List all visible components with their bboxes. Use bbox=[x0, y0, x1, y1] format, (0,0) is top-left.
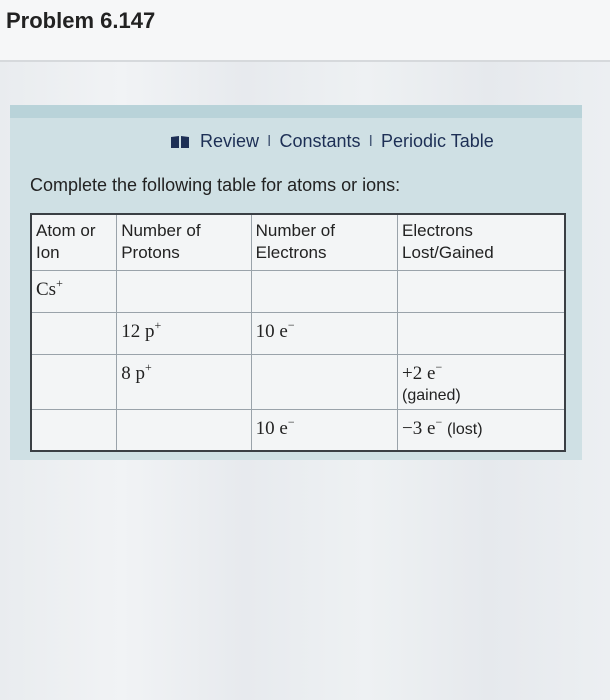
problem-header bbox=[0, 0, 610, 62]
link-separator: I bbox=[267, 132, 272, 150]
change-note: (gained) bbox=[402, 386, 461, 404]
periodic-table-link[interactable]: Periodic Table bbox=[380, 131, 494, 151]
header-protons: Number of Protons bbox=[117, 214, 251, 270]
cell-electrons: 10 e− bbox=[251, 409, 397, 451]
instructions-text: Complete the following table for atoms or ions: bbox=[30, 175, 401, 195]
table-row bbox=[31, 354, 565, 409]
page-title: Problem 6.147 bbox=[6, 8, 156, 33]
table-row bbox=[31, 270, 565, 312]
table-row bbox=[31, 312, 565, 354]
cell-electrons-input[interactable] bbox=[251, 270, 397, 312]
cell-electrons: 10 e− bbox=[251, 312, 397, 354]
atoms-ions-table bbox=[30, 213, 566, 452]
cell-change: −3 e− (lost) bbox=[398, 409, 565, 451]
cell-atom-input[interactable] bbox=[31, 312, 117, 354]
resource-links bbox=[170, 131, 494, 152]
problem-panel bbox=[10, 105, 582, 460]
cell-protons-input[interactable] bbox=[117, 409, 251, 451]
book-icon bbox=[170, 135, 190, 149]
cell-protons: 8 p+ bbox=[117, 354, 251, 409]
panel-top-bar bbox=[10, 105, 582, 118]
header-electrons: Number of Electrons bbox=[251, 214, 397, 270]
cell-change-input[interactable] bbox=[398, 270, 565, 312]
table-header-row bbox=[31, 214, 565, 270]
header-electrons-lost-gained: Electrons Lost/Gained bbox=[398, 214, 565, 270]
cell-change-input[interactable] bbox=[398, 312, 565, 354]
cell-electrons-input[interactable] bbox=[251, 354, 397, 409]
cell-atom[interactable]: Cs+ bbox=[31, 270, 117, 312]
cell-atom-input[interactable] bbox=[31, 409, 117, 451]
change-note: (lost) bbox=[446, 420, 483, 438]
cell-atom-input[interactable] bbox=[31, 354, 117, 409]
table-row bbox=[31, 409, 565, 451]
constants-link[interactable]: Constants bbox=[279, 131, 361, 151]
cell-protons: 12 p+ bbox=[117, 312, 251, 354]
header-atom-or-ion: Atom or Ion bbox=[31, 214, 117, 270]
review-link[interactable]: Review bbox=[200, 131, 260, 151]
cell-protons-input[interactable] bbox=[117, 270, 251, 312]
cell-change: +2 e− (gained) bbox=[398, 354, 565, 409]
link-separator: I bbox=[368, 132, 373, 150]
